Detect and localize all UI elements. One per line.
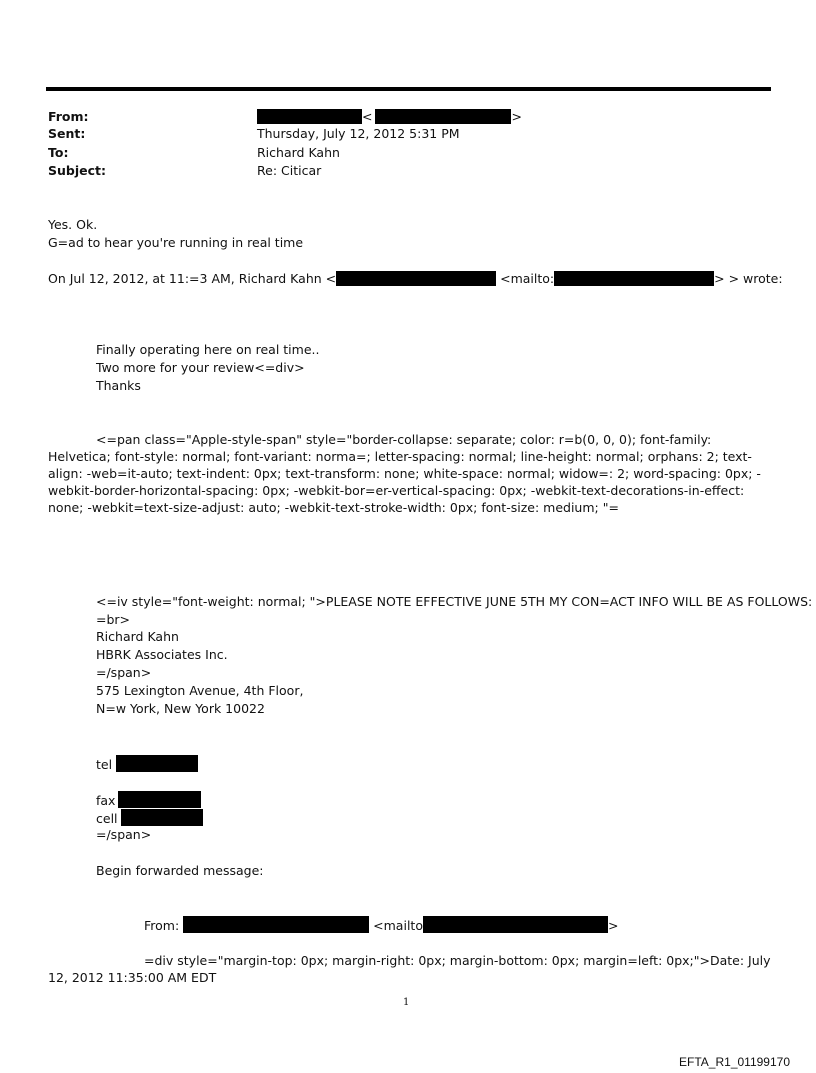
- address-line-2: N=w York, New York 10022: [96, 701, 265, 716]
- redacted-email: [375, 109, 511, 124]
- redacted-email: [336, 271, 496, 286]
- notice-line: <=iv style="font-weight: normal; ">PLEASE NOTE EFFECTIVE JUNE 5TH MY CON=ACT INFO WILL BE AS FOLLOWS:: [96, 594, 813, 609]
- page-number: 1: [403, 997, 410, 1008]
- fwd-gt: >: [607, 918, 619, 933]
- redacted-name: [183, 916, 369, 933]
- address-line-1: 575 Lexington Avenue, 4th Floor,: [96, 683, 304, 698]
- header-rule: [46, 87, 771, 91]
- tel-line: [96, 755, 198, 772]
- document-id: EFTA_R1_01199170: [679, 1055, 790, 1069]
- msg-line-1: Finally operating here on real time..: [96, 342, 320, 357]
- quote-intro-mailto: <mailto:: [500, 271, 555, 286]
- redacted-phone: [118, 791, 201, 808]
- fwd-mailto: <mailto: [373, 918, 423, 933]
- to-label: To:: [48, 145, 69, 160]
- reply-line-1: Yes. Ok.: [48, 217, 98, 232]
- div-date-paragraph: =div style="margin-top: 0px; margin-right: 0px; margin-bottom: 0px; margin=left: 0px;">Date: July 12, 2012 11:35:00 AM EDT: [48, 953, 771, 985]
- fax-label: fax: [96, 793, 116, 808]
- quote-intro: [48, 271, 783, 286]
- cell-line: [96, 809, 203, 826]
- sent-label: Sent:: [48, 126, 86, 141]
- span-close-2: =/span>: [96, 827, 152, 842]
- redacted-phone: [121, 809, 203, 826]
- from-label: From:: [48, 109, 89, 124]
- redacted-email: [554, 271, 714, 286]
- br-line: =br>: [96, 612, 131, 627]
- from-value: [257, 109, 522, 124]
- span-close-1: =/span>: [96, 665, 152, 680]
- fwd-from-line: [144, 916, 618, 933]
- tel-label: tel: [96, 757, 113, 772]
- signature-company: HBRK Associates Inc.: [96, 647, 228, 662]
- span-code-paragraph: <=pan class="Apple-style-span" style="border-collapse: separate; color: r=b(0, 0, 0); font-family: Helvetica; font-style: normal; font-variant: norma=; letter-spacing: normal; line-height: normal; orphans: 2; text-align: -web=it-auto; text-indent: 0px; text-transform: none; white-space: normal; widow=: 2; word-spacing: 0px; -webkit-border-horizontal-spacing: 0px; -webkit-bor=er-vertical-spacing: 0px; -webkit-text-decorations-in-effect: none; -webkit=text-size-adjust: auto; -webkit-text-stroke-width: 0px; font-size: medium; "=: [48, 432, 761, 515]
- forward-label: Begin forwarded message:: [96, 863, 264, 878]
- to-value: Richard Kahn: [257, 145, 340, 160]
- cell-label: cell: [96, 811, 118, 826]
- signature-name: Richard Kahn: [96, 629, 179, 644]
- msg-line-2: Two more for your review<=div>: [96, 360, 305, 375]
- from-lt: <: [362, 109, 373, 124]
- subject-value: Re: Citicar: [257, 163, 322, 178]
- fwd-from-label: From:: [144, 918, 180, 933]
- redacted-phone: [116, 755, 198, 772]
- quote-intro-post: > > wrote:: [714, 271, 783, 286]
- fax-line: [96, 791, 201, 808]
- msg-line-3: Thanks: [96, 378, 141, 393]
- sent-value: Thursday, July 12, 2012 5:31 PM: [257, 126, 460, 141]
- reply-line-2: G=ad to hear you're running in real time: [48, 235, 304, 250]
- redacted-email: [423, 916, 608, 933]
- redacted-name: [257, 109, 362, 124]
- subject-label: Subject:: [48, 163, 106, 178]
- from-gt: >: [511, 109, 522, 124]
- quote-intro-pre: On Jul 12, 2012, at 11:=3 AM, Richard Kahn <: [48, 271, 337, 286]
